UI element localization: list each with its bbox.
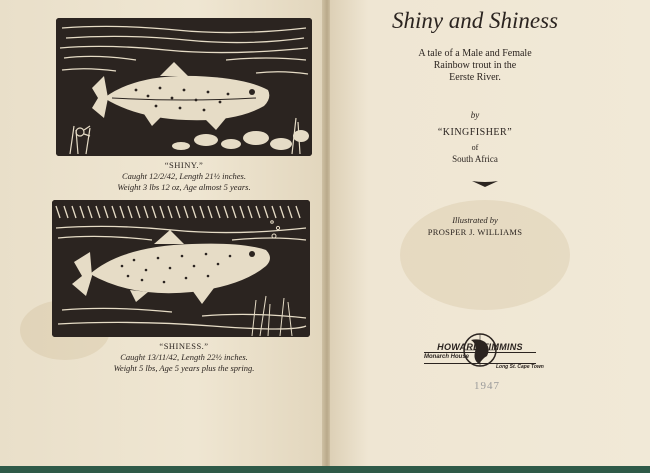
book-subtitle	[370, 48, 580, 84]
shiny-illustration	[56, 18, 312, 156]
author-country: South Africa	[452, 154, 498, 164]
cover-edge	[0, 466, 650, 473]
book-title: Shiny and Shiness	[391, 8, 559, 33]
plate-shiny	[56, 18, 312, 156]
caption-shiny	[54, 160, 314, 193]
ornament-icon	[470, 178, 500, 188]
publisher-rule-top	[424, 352, 536, 353]
subtitle-line-1: A tale of a Male and Female	[418, 48, 532, 59]
illustrator-name: PROSPER J. WILLIAMS	[427, 227, 523, 237]
shiny-weight-line: Weight 3 lbs 12 oz, Age almost 5 years.	[117, 182, 251, 192]
shiny-caught-line: Caught 12/2/42, Length 21½ inches.	[122, 171, 246, 181]
caption-shiness	[54, 341, 314, 374]
subtitle-line-3: Eerste River.	[449, 72, 501, 83]
pencil-date-note: 1947	[474, 380, 500, 392]
of-label: of	[471, 143, 479, 152]
publisher-address-2: Long St. Cape Town	[496, 364, 544, 370]
publisher-logo	[410, 328, 550, 374]
shiny-name: “SHINY.”	[164, 160, 204, 170]
shiness-caught-line: Caught 13/11/42, Length 22½ inches.	[120, 352, 248, 362]
shiness-weight-line: Weight 5 lbs, Age 5 years plus the spring.	[113, 363, 255, 373]
left-page	[0, 0, 326, 466]
author-name: “KINGFISHER”	[437, 127, 513, 138]
shiness-illustration	[52, 200, 310, 337]
publisher-name: HOWARD TIMMINS	[437, 342, 523, 352]
plate-shiness	[52, 200, 310, 337]
publisher-address-1: Monarch House	[424, 354, 470, 360]
subtitle-line-2: Rainbow trout in the	[433, 60, 517, 71]
by-label: by	[470, 110, 480, 120]
illustrated-by-label: Illustrated by	[452, 215, 498, 225]
shiness-name: “SHINESS.”	[159, 341, 209, 351]
